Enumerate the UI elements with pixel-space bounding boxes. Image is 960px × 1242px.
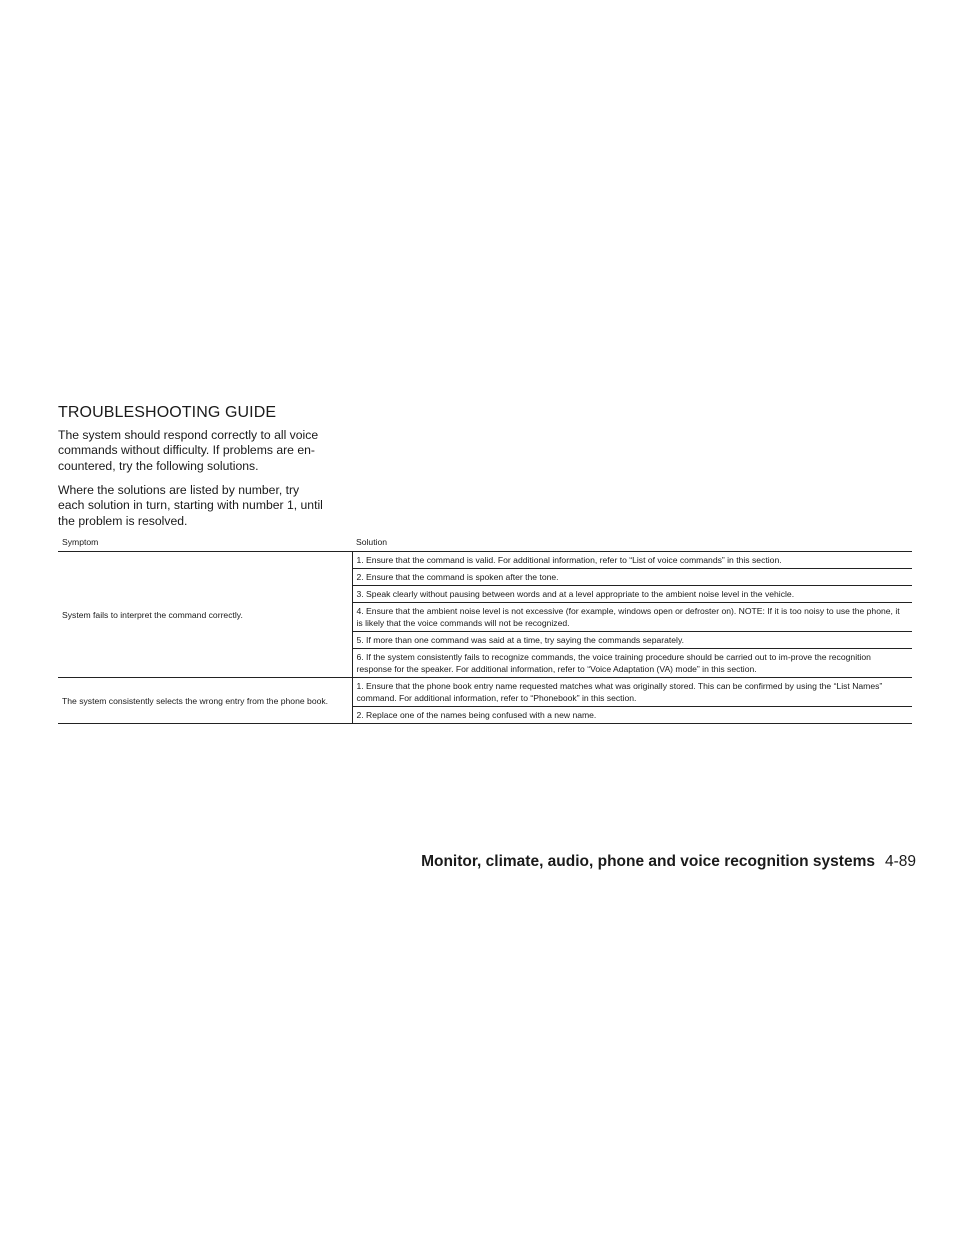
table-header-row — [58, 535, 912, 552]
page-footer — [421, 853, 916, 871]
table-row — [58, 552, 912, 569]
header-symptom: Symptom — [62, 537, 99, 547]
solution-cell: 5. If more than one command was said at a time, try saying the commands separately. — [352, 632, 912, 649]
solution-cell: 6. If the system consistently fails to recognize commands, the voice training procedure should be carried out to im-prove the recognition response for the speaker. For additional information, refer to “Voice Adaptation (VA) mode” in this section. — [352, 649, 912, 678]
page-number: 4-89 — [884, 853, 916, 870]
footer-section-title: Monitor, climate, audio, phone and voice recognition systems — [421, 853, 875, 870]
instruction-paragraph: Where the solutions are listed by number, try each solution in turn, starting with number 1, until the problem is resolved. — [58, 483, 323, 528]
table-row — [58, 678, 912, 707]
symptom-cell: System fails to interpret the command correctly. — [58, 552, 352, 678]
intro-paragraph: The system should respond correctly to all voice commands without difficulty. If problems are en-countered, try the following solutions. — [58, 428, 319, 473]
solution-cell: 1. Ensure that the phone book entry name requested matches what was originally stored. This can be confirmed by using the “List Names” command. For additional information, refer to “Phonebook” in this section. — [352, 678, 912, 707]
solution-cell: 4. Ensure that the ambient noise level is not excessive (for example, windows open or defroster on). NOTE: If it is too noisy to use the phone, it is likely that the voice commands will not be recognized. — [352, 603, 912, 632]
header-solution: Solution — [356, 537, 388, 547]
section-title: TROUBLESHOOTING GUIDE — [58, 404, 277, 421]
solution-cell: 1. Ensure that the command is valid. For additional information, refer to “List of voice commands” in this section. — [352, 552, 912, 569]
solution-cell: 2. Ensure that the command is spoken after the tone. — [352, 569, 912, 586]
troubleshooting-table — [58, 535, 912, 724]
solution-cell: 2. Replace one of the names being confused with a new name. — [352, 707, 912, 724]
solution-cell: 3. Speak clearly without pausing between words and at a level appropriate to the ambient noise level in the vehicle. — [352, 586, 912, 603]
symptom-cell: The system consistently selects the wrong entry from the phone book. — [58, 678, 352, 724]
